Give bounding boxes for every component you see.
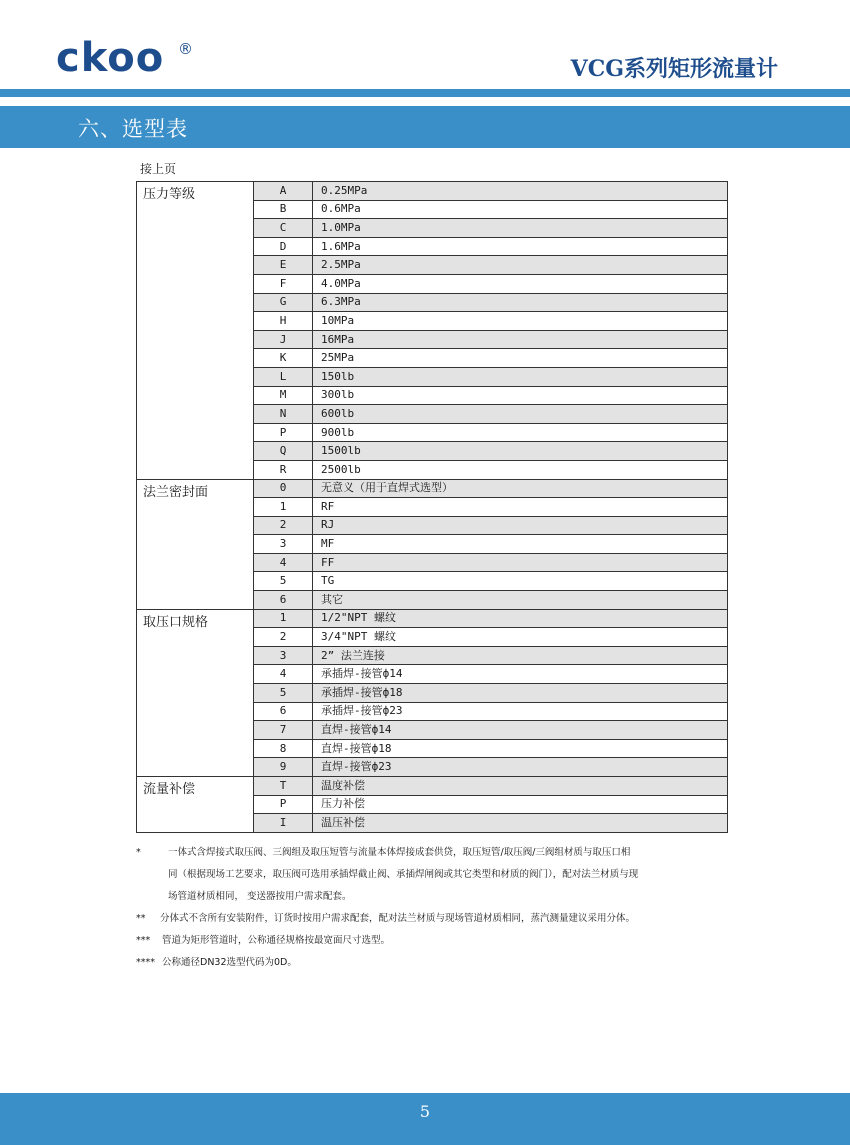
code-cell: 1 bbox=[254, 609, 313, 628]
code-cell: 2 bbox=[254, 516, 313, 535]
code-cell: T bbox=[254, 777, 313, 796]
code-cell: 3 bbox=[254, 646, 313, 665]
category-cell: 流量补偿 bbox=[137, 777, 254, 833]
code-cell: E bbox=[254, 256, 313, 275]
code-cell: 6 bbox=[254, 702, 313, 721]
note-2-mark: ** bbox=[136, 913, 146, 924]
code-cell: P bbox=[254, 795, 313, 814]
description-cell: 600lb bbox=[313, 405, 728, 424]
code-cell: M bbox=[254, 386, 313, 405]
code-cell: R bbox=[254, 460, 313, 479]
code-cell: 9 bbox=[254, 758, 313, 777]
description-cell: FF bbox=[313, 553, 728, 572]
notes bbox=[136, 842, 736, 974]
note-1-line-3: 场管道材质相同， 变送器按用户需求配套。 bbox=[168, 891, 352, 902]
header-divider bbox=[0, 89, 850, 97]
description-cell: RJ bbox=[313, 516, 728, 535]
note-2-text: 分体式不含所有安装附件，订货时按用户需求配套，配对法兰材质与现场管道材质相同，蒸汽测量建议采用分体。 bbox=[160, 913, 636, 924]
note-3-text: 管道为矩形管道时，公称通径规格按最宽面尺寸选型。 bbox=[162, 935, 391, 946]
description-cell: 温压补偿 bbox=[313, 814, 728, 833]
description-cell: 1.6MPa bbox=[313, 237, 728, 256]
table-row bbox=[137, 609, 728, 628]
code-cell: I bbox=[254, 814, 313, 833]
description-cell: 1500lb bbox=[313, 442, 728, 461]
code-cell: 7 bbox=[254, 721, 313, 740]
code-cell: 0 bbox=[254, 479, 313, 498]
note-3-mark: *** bbox=[136, 935, 151, 946]
code-cell: K bbox=[254, 349, 313, 368]
description-cell: 6.3MPa bbox=[313, 293, 728, 312]
note-2 bbox=[136, 908, 736, 930]
continued-label: 接上页 bbox=[140, 162, 177, 176]
code-cell: H bbox=[254, 312, 313, 331]
code-cell: L bbox=[254, 367, 313, 386]
description-cell: 1/2"NPT 螺纹 bbox=[313, 609, 728, 628]
code-cell: 2 bbox=[254, 628, 313, 647]
description-cell: 承插焊-接管ф23 bbox=[313, 702, 728, 721]
description-cell: 1.0MPa bbox=[313, 219, 728, 238]
category-cell: 压力等级 bbox=[137, 182, 254, 480]
brand-logo: ckoo bbox=[56, 35, 165, 81]
code-cell: Q bbox=[254, 442, 313, 461]
description-cell: 压力补偿 bbox=[313, 795, 728, 814]
code-cell: 4 bbox=[254, 665, 313, 684]
note-4-text: 公称通径DN32选型代码为0D。 bbox=[162, 957, 297, 968]
code-cell: N bbox=[254, 405, 313, 424]
description-cell: 无意义（用于直焊式选型） bbox=[313, 479, 728, 498]
code-cell: 1 bbox=[254, 498, 313, 517]
description-cell: TG bbox=[313, 572, 728, 591]
note-4-mark: **** bbox=[136, 957, 155, 968]
description-cell: MF bbox=[313, 535, 728, 554]
note-1-line-2: 同（根据现场工艺要求，取压阀可选用承插焊截止阀、承插焊闸阀或其它类型和材质的阀门），配对法兰材质与现 bbox=[168, 869, 639, 880]
description-cell: 2” 法兰连接 bbox=[313, 646, 728, 665]
description-cell: 150lb bbox=[313, 367, 728, 386]
description-cell: 温度补偿 bbox=[313, 777, 728, 796]
note-1 bbox=[136, 842, 736, 864]
code-cell: C bbox=[254, 219, 313, 238]
description-cell: 4.0MPa bbox=[313, 274, 728, 293]
description-cell: 2500lb bbox=[313, 460, 728, 479]
registered-mark: ® bbox=[178, 40, 193, 58]
code-cell: 5 bbox=[254, 572, 313, 591]
code-cell: D bbox=[254, 237, 313, 256]
description-cell: 0.25MPa bbox=[313, 182, 728, 201]
description-cell: 900lb bbox=[313, 423, 728, 442]
table-row bbox=[137, 777, 728, 796]
description-cell: 承插焊-接管ф14 bbox=[313, 665, 728, 684]
document-title: VCG系列矩形流量计 bbox=[570, 56, 778, 82]
description-cell: 16MPa bbox=[313, 330, 728, 349]
code-cell: B bbox=[254, 200, 313, 219]
category-cell: 取压口规格 bbox=[137, 609, 254, 776]
code-cell: F bbox=[254, 274, 313, 293]
code-cell: G bbox=[254, 293, 313, 312]
note-3 bbox=[136, 930, 736, 952]
code-cell: 4 bbox=[254, 553, 313, 572]
code-cell: A bbox=[254, 182, 313, 201]
description-cell: 直焊-接管ф14 bbox=[313, 721, 728, 740]
section-title: 六、选型表 bbox=[78, 117, 188, 141]
code-cell: 8 bbox=[254, 739, 313, 758]
description-cell: 3/4"NPT 螺纹 bbox=[313, 628, 728, 647]
code-cell: 3 bbox=[254, 535, 313, 554]
page-number: 5 bbox=[419, 1102, 431, 1121]
category-cell: 法兰密封面 bbox=[137, 479, 254, 609]
code-cell: P bbox=[254, 423, 313, 442]
description-cell: 0.6MPa bbox=[313, 200, 728, 219]
code-cell: 5 bbox=[254, 684, 313, 703]
description-cell: 其它 bbox=[313, 591, 728, 610]
note-1-line-1: 一体式含焊接式取压阀、三阀组及取压短管与流量本体焊接成套供贷，取压短管/取压阀/三阀组材质与取压口相 bbox=[168, 847, 631, 858]
code-cell: J bbox=[254, 330, 313, 349]
description-cell: 直焊-接管ф18 bbox=[313, 739, 728, 758]
description-cell: 10MPa bbox=[313, 312, 728, 331]
code-cell: 6 bbox=[254, 591, 313, 610]
description-cell: 承插焊-接管ф18 bbox=[313, 684, 728, 703]
description-cell: 直焊-接管ф23 bbox=[313, 758, 728, 777]
description-cell: 300lb bbox=[313, 386, 728, 405]
description-cell: RF bbox=[313, 498, 728, 517]
table-row bbox=[137, 182, 728, 201]
note-1-mark: * bbox=[136, 847, 141, 858]
description-cell: 25MPa bbox=[313, 349, 728, 368]
note-4 bbox=[136, 952, 736, 974]
selection-table bbox=[136, 181, 728, 833]
table-row bbox=[137, 479, 728, 498]
description-cell: 2.5MPa bbox=[313, 256, 728, 275]
